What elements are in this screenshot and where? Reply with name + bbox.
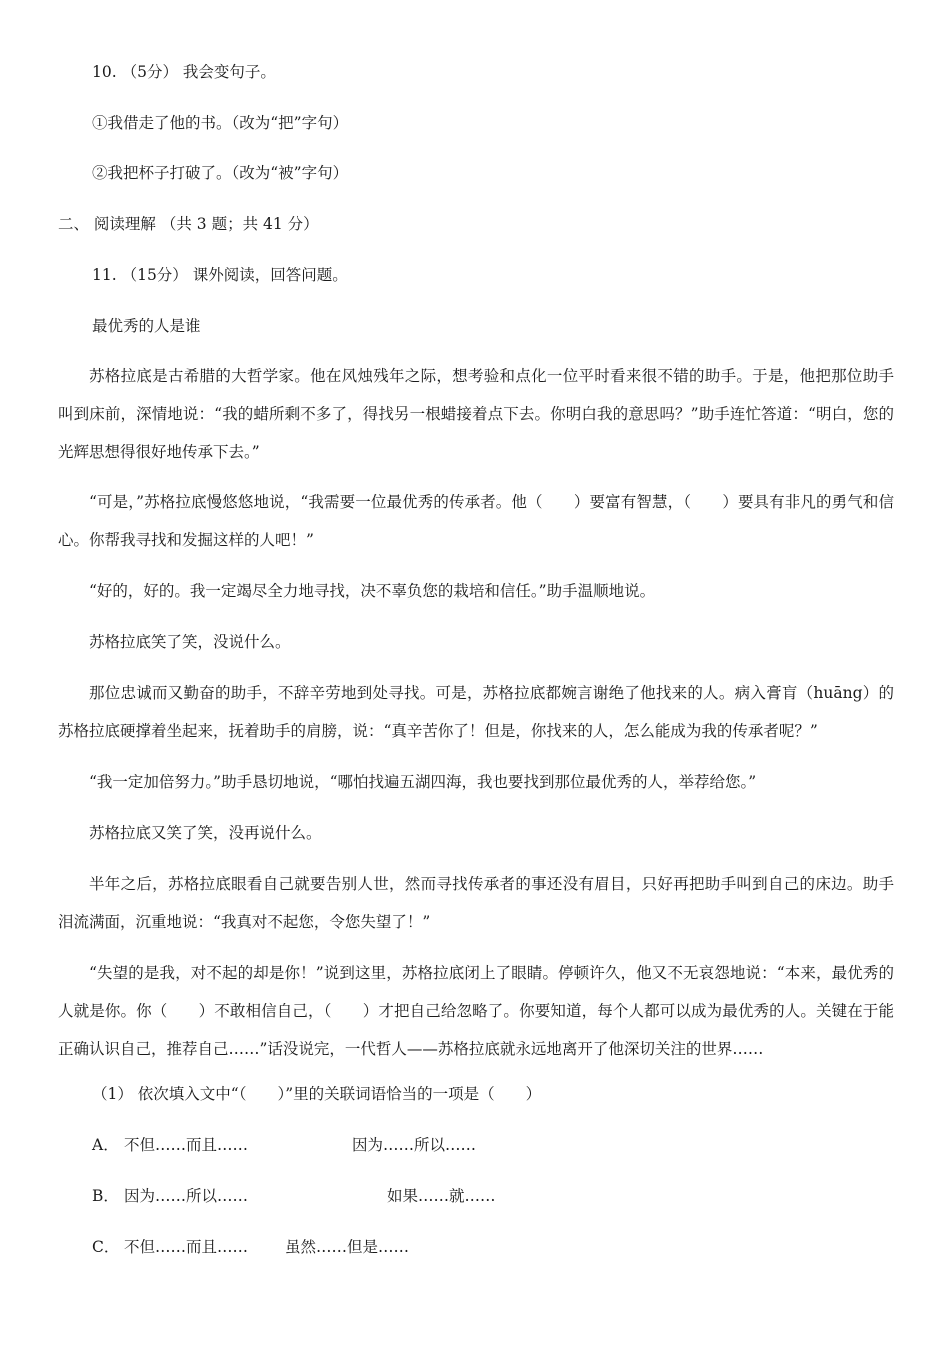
option-a-label: A． [92, 1136, 119, 1154]
passage-paragraph-6: “我一定加倍努力。”助手恳切地说，“哪怕找遍五湖四海，我也要找到那位最优秀的人，举荐给您。” [89, 773, 757, 791]
option-b-first: 因为……所以…… [124, 1187, 249, 1205]
question-10-item-2: ②我把杯子打破了。（改为“被”字句） [92, 164, 349, 182]
passage-paragraph-5: 那位忠诚而又勤奋的助手，不辞辛劳地到处寻找。可是，苏格拉底都婉言谢绝了他找来的人。病入膏肓（huāng）的苏格拉底硬撑着坐起来，抚着助手的肩膀，说：“真辛苦你了！但是，你找来的人，怎么能成为我的传承者呢？” [58, 684, 894, 740]
section-2-header: 二、 阅读理解 （共 3 题；共 41 分） [58, 215, 319, 233]
passage-paragraph-8: 半年之后，苏格拉底眼看自己就要告别人世，然而寻找传承者的事还没有眉目，只好再把助手叫到自己的床边。助手泪流满面，沉重地说：“我真对不起您，令您失望了！” [58, 875, 894, 931]
passage-paragraph-9: “失望的是我，对不起的却是你！”说到这里，苏格拉底闭上了眼睛。停顿许久，他又不无哀怨地说：“本来，最优秀的人就是你。你（ ）不敢相信自己，（ ）才把自己给忽略了。你要知道，每个人都可以成为最优秀的人。关键在于能正确认识自己，推荐自己……”话没说完，一代哲人——苏格拉底就永远地离开了他深切关注的世界…… [58, 964, 894, 1058]
option-c-first: 不但……而且…… [124, 1238, 249, 1256]
question-10-header: 10. （5分） 我会变句子。 [92, 63, 276, 81]
option-a-first: 不但……而且…… [124, 1136, 249, 1154]
subquestion-1: （1） 依次填入文中“（ ）”里的关联词语恰当的一项是（ ） [92, 1085, 542, 1103]
passage-paragraph-3: “好的，好的。我一定竭尽全力地寻找，决不辜负您的栽培和信任。”助手温顺地说。 [89, 582, 656, 600]
option-a-second: 因为……所以…… [352, 1136, 477, 1154]
option-b-label: B． [92, 1187, 119, 1205]
passage-paragraph-1: 苏格拉底是古希腊的大哲学家。他在风烛残年之际，想考验和点化一位平时看来很不错的助手。于是，他把那位助手叫到床前，深情地说：“我的蜡所剩不多了，得找另一根蜡接着点下去。你明白我的意思吗？”助手连忙答道：“明白，您的光辉思想得很好地传承下去。” [58, 367, 894, 461]
passage-paragraph-7: 苏格拉底又笑了笑，没再说什么。 [89, 824, 322, 842]
passage-paragraph-4: 苏格拉底笑了笑，没说什么。 [89, 633, 291, 651]
option-b-second: 如果……就…… [387, 1187, 496, 1205]
option-c-label: C． [92, 1238, 120, 1256]
passage-paragraph-2: “可是，”苏格拉底慢悠悠地说，“我需要一位最优秀的传承者。他（ ）要富有智慧，（ ）要具有非凡的勇气和信心。你帮我寻找和发掘这样的人吧！” [58, 493, 894, 549]
question-11-header: 11. （15分） 课外阅读，回答问题。 [92, 266, 348, 284]
option-c-second: 虽然……但是…… [285, 1238, 410, 1256]
passage-title: 最优秀的人是谁 [92, 317, 201, 335]
question-10-item-1: ①我借走了他的书。（改为“把”字句） [92, 114, 349, 132]
